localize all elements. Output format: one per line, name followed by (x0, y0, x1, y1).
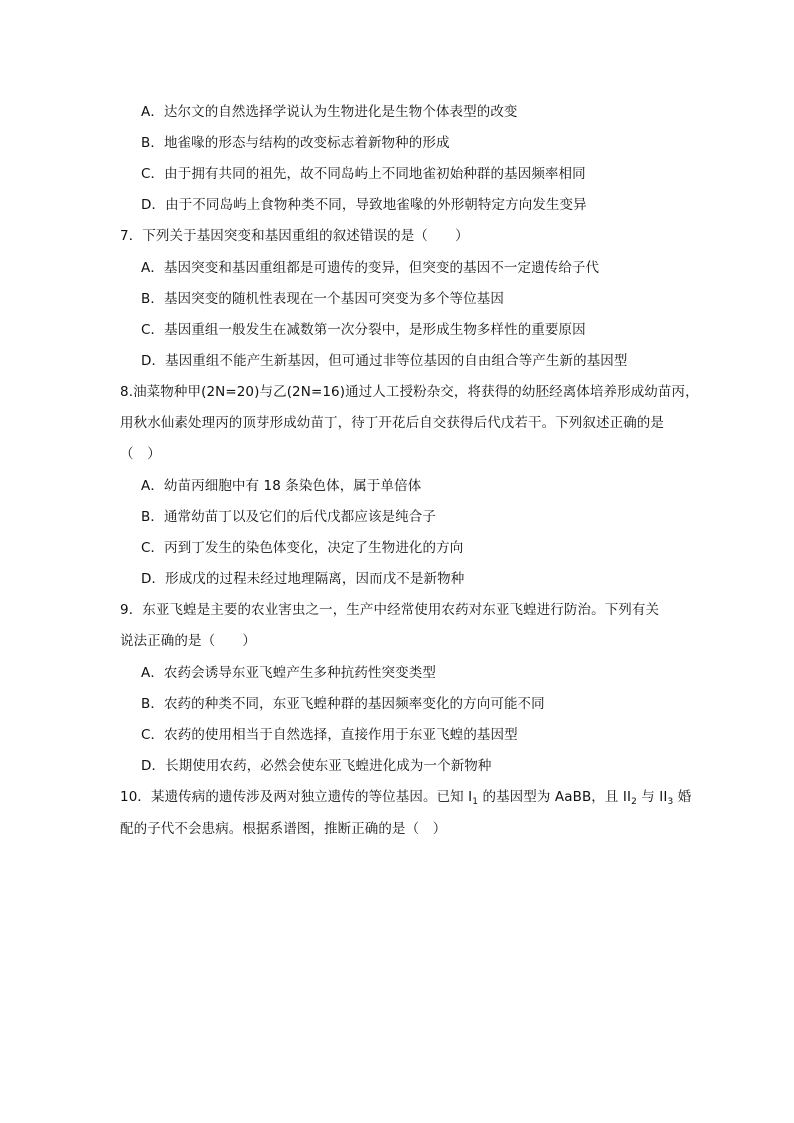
q10-roman-I: I (468, 789, 473, 805)
q10-individual-I1 (468, 789, 478, 805)
q7-option-b: B．基因突变的随机性表现在一个基因可突变为多个等位基因 (141, 291, 504, 307)
q8-stem-line-1: 8.油菜物种甲(2N=20)与乙(2N=16)通过人工授粉杂交，将获得的幼胚经离体培养形成幼苗丙， (120, 384, 699, 400)
q10-roman-II-a: II (622, 789, 632, 805)
q10-stem-line-2: 配的子代不会患病。根据系谱图，推断正确的是（ ） (120, 821, 447, 837)
q8-option-a: A．幼苗丙细胞中有 18 条染色体，属于单倍体 (141, 478, 422, 494)
q8-option-d: D．形成戊的过程未经过地理隔离，因而戊不是新物种 (141, 571, 465, 587)
q7-stem: 7．下列关于基因突变和基因重组的叙述错误的是（ ） (120, 228, 469, 244)
q10-text-2: 的基因型为 AaBB，且 (478, 789, 623, 805)
q7-option-a: A．基因突变和基因重组都是可遗传的变异，但突变的基因不一定遗传给子代 (141, 260, 600, 276)
q7-option-d: D．基因重组不能产生新基因，但可通过非等位基因的自由组合等产生新的基因型 (141, 353, 628, 369)
q10-roman-II-b: II (659, 789, 668, 805)
q10-sub-1: 1 (472, 797, 479, 807)
q9-stem-line-1: 9．东亚飞蝗是主要的农业害虫之一，生产中经常使用农药对东亚飞蝗进行防治。下列有关 (120, 602, 660, 618)
q8-option-c: C．丙到丁发生的染色体变化，决定了生物进化的方向 (141, 540, 464, 556)
q10-text-3: 与 (636, 789, 660, 805)
q10-sub-3: 3 (667, 797, 674, 807)
q6-option-a: A．达尔文的自然选择学说认为生物进化是生物个体表型的改变 (141, 104, 518, 120)
q6-option-b: B．地雀喙的形态与结构的改变标志着新物种的形成 (141, 135, 450, 151)
q9-option-a: A．农药会诱导东亚飞蝗产生多种抗药性突变类型 (141, 665, 436, 681)
q10-individual-II2 (623, 789, 637, 805)
q6-option-d: D．由于不同岛屿上食物种类不同，导致地雀喙的外形朝特定方向发生变异 (141, 197, 587, 213)
q7-option-c: C．基因重组一般发生在减数第一次分裂中，是形成生物多样性的重要原因 (141, 322, 586, 338)
q10-individual-II3 (659, 789, 673, 805)
q9-option-c: C．农药的使用相当于自然选择，直接作用于东亚飞蝗的基因型 (141, 727, 518, 743)
q8-stem-line-2: 用秋水仙素处理丙的顶芽形成幼苗丁，待丁开花后自交获得后代戊若干。下列叙述正确的是 (120, 415, 664, 431)
q9-stem-line-2: 说法正确的是（ ） (120, 633, 256, 649)
q10-stem-line-1 (120, 788, 691, 806)
q10-text-1: 10．某遗传病的遗传涉及两对独立遗传的等位基因。已知 (120, 789, 469, 805)
q10-sub-2: 2 (631, 797, 637, 807)
q9-option-d: D．长期使用农药，必然会使东亚飞蝗进化成为一个新物种 (141, 758, 492, 774)
q10-text-4: 婚 (673, 789, 692, 805)
q8-option-b: B．通常幼苗丁以及它们的后代戊都应该是纯合子 (141, 509, 436, 525)
q8-stem-line-3: （ ） (120, 446, 161, 462)
q6-option-c: C．由于拥有共同的祖先，故不同岛屿上不同地雀初始种群的基因频率相同 (141, 166, 586, 182)
q9-option-b: B．农药的种类不同，东亚飞蝗种群的基因频率变化的方向可能不同 (141, 696, 545, 712)
